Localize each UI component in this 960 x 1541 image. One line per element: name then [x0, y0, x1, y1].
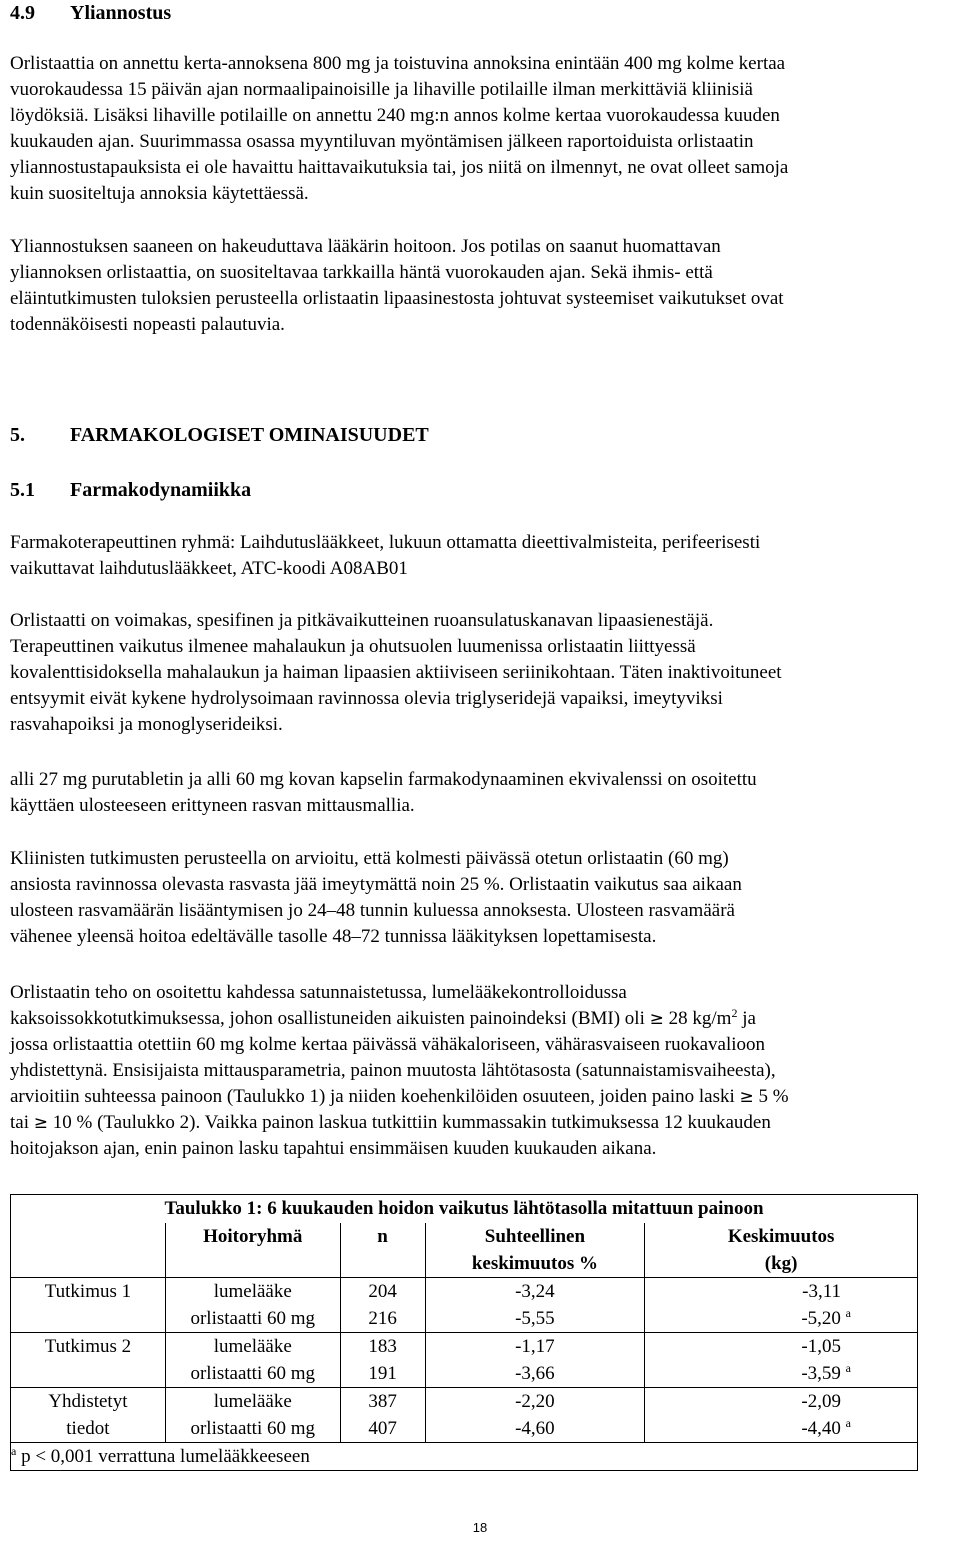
- cell-text: [11, 1360, 165, 1387]
- table-title: Taulukko 1: 6 kuukauden hoidon vaikutus lähtötasolla mitattuun painoon: [11, 1195, 918, 1224]
- page-number: 18: [472, 1520, 488, 1535]
- table-cell-group: [165, 1388, 340, 1443]
- cell-text: -5,55: [515, 1308, 555, 1329]
- text-segment: ja: [737, 1008, 756, 1029]
- table-header-empty: [11, 1223, 166, 1278]
- table-cell-study: [11, 1278, 166, 1333]
- greater-equal-symbol: ≥: [739, 1087, 754, 1107]
- section-title: Farmakodynamiikka: [70, 479, 252, 501]
- table-title-row: [11, 1195, 918, 1224]
- cell-text: Tutkimus 2: [44, 1336, 132, 1357]
- superscript: a: [845, 1416, 851, 1430]
- table-1: [10, 1194, 918, 1471]
- table-row: [11, 1333, 918, 1388]
- cell-text: -3,59: [801, 1363, 841, 1384]
- cell-text: -1,17: [515, 1336, 555, 1357]
- cell-text: tiedot: [66, 1418, 110, 1439]
- cell-text: 191: [368, 1363, 397, 1384]
- table-cell-relative: [425, 1333, 645, 1388]
- text-line: Yliannostuksen saaneen on hakeuduttava lääkärin hoitoon. Jos potilas on saanut huomattavan: [10, 236, 721, 257]
- text-line: jossa orlistaattia otettiin 60 mg kolme kertaa päivässä vähäkaloriseen, vähärasvaiseen ruokavalioon: [10, 1034, 765, 1055]
- cell-text: 407: [368, 1418, 397, 1439]
- text-line: eläintutkimusten tuloksien perusteella orlistaatin lipaasinestosta johtuvat systeemiset vaikutukset ovat: [10, 288, 784, 309]
- cell-text: -3,66: [515, 1363, 555, 1384]
- table-cell-mean: [645, 1333, 918, 1388]
- paragraph-efficacy: [10, 980, 789, 1162]
- cell-text: -5,20: [801, 1308, 841, 1329]
- table-header-row: [11, 1223, 918, 1278]
- text-segment: 10 % (Taulukko 2). Vaikka painon laskua tutkittiin kummassakin tutkimuksessa 12 kuukauden: [52, 1112, 771, 1133]
- paragraph-pharmacotherapeutic-group: [10, 530, 760, 582]
- cell-text: -4,40: [801, 1418, 841, 1439]
- text-line: yliannostustapauksista ei ole havaittu haittavaikutuksia tai, jos niitä on ilmennyt, ne ovat olleet samoja: [10, 157, 789, 178]
- cell-text: 204: [368, 1281, 397, 1302]
- text-line: vaikuttavat laihdutuslääkkeet, ATC-koodi A08AB01: [10, 558, 408, 579]
- section-title: Yliannostus: [70, 2, 172, 24]
- paragraph-mechanism: [10, 608, 782, 738]
- superscript: a: [845, 1306, 851, 1320]
- table-header-group: [165, 1223, 340, 1278]
- section-number: 5.1: [10, 479, 35, 501]
- superscript: a: [11, 1444, 17, 1458]
- header-text: Suhteellinen: [484, 1226, 586, 1247]
- text-line: Kliinisten tutkimusten perusteella on arvioitu, että kolmesti päivässä otetun orlistaatin (60 mg): [10, 848, 729, 869]
- text-line: vuorokaudessa 15 päivän ajan normaalipainoisille ja lihaville potilaille ilman merkittäviä kliinisiä: [10, 79, 753, 100]
- table-cell-n: [340, 1333, 425, 1388]
- text-line: hoitojakson ajan, enin painon lasku tapahtui ensimmäisen kuuden kuukauden aikana.: [10, 1138, 657, 1159]
- text-line: entsyymit eivät kykene hydrolysoimaan ravinnossa olevia triglyseridejä vapaiksi, imeytyviksi: [10, 688, 723, 709]
- header-text: keskimuutos %: [471, 1253, 598, 1274]
- footnote-line: [11, 1443, 917, 1470]
- section-number: 5.: [10, 424, 25, 446]
- section-heading-5: [10, 422, 429, 448]
- text-line: käyttäen ulosteeseen erittyneen rasvan mittausmallia.: [10, 795, 415, 816]
- table-cell-mean: [645, 1388, 918, 1443]
- superscript: a: [845, 1361, 851, 1375]
- section-number: 4.9: [10, 2, 35, 24]
- text-line: rasvahapoiksi ja monoglyserideiksi.: [10, 714, 283, 735]
- text-segment: tai: [10, 1112, 29, 1133]
- cell-text: 387: [368, 1391, 397, 1412]
- section-title: FARMAKOLOGISET OMINAISUUDET: [70, 424, 429, 446]
- cell-text-with-sup: [645, 1360, 851, 1387]
- cell-text: -2,09: [801, 1391, 841, 1412]
- text-line: alli 27 mg purutabletin ja alli 60 mg kovan kapselin farmakodynaaminen ekvivalenssi on osoitettu: [10, 769, 757, 790]
- text-line: ulosteen rasvamäärän lisääntymisen jo 24–48 tunnin kuluessa annoksesta. Ulosteen rasvamäärä: [10, 900, 735, 921]
- text-segment: arvioitiin suhteessa painoon (Taulukko 1) ja niiden koehenkilöiden osuuteen, joiden paino laski: [10, 1086, 735, 1107]
- cell-text: Yhdistetyt: [48, 1391, 128, 1412]
- text-line: Orlistaatti on voimakas, spesifinen ja pitkävaikutteinen ruoansulatuskanavan lipaasienestäjä.: [10, 610, 714, 631]
- cell-text-with-sup: [645, 1415, 851, 1442]
- header-text: Keskimuutos: [727, 1226, 835, 1247]
- cell-text: lumelääke: [213, 1281, 292, 1302]
- cell-text: 183: [368, 1336, 397, 1357]
- cell-text: -3,24: [515, 1281, 555, 1302]
- table-row: [11, 1278, 918, 1333]
- table-footnote: [11, 1443, 918, 1471]
- text-line: yhdistettynä. Ensisijaista mittausparametria, painon muutosta lähtötasosta (satunnaistamisvaiheesta),: [10, 1060, 776, 1081]
- text-line: [10, 1006, 789, 1032]
- text-line: Orlistaattia on annettu kerta-annoksena 800 mg ja toistuvina annoksina enintään 400 mg kolme kertaa: [10, 53, 786, 74]
- text-line: todennäköisesti nopeasti palautuvia.: [10, 314, 285, 335]
- table-header-n: [340, 1223, 425, 1278]
- cell-text: Tutkimus 1: [44, 1281, 132, 1302]
- header-text: (kg): [764, 1253, 798, 1274]
- table-cell-mean: [645, 1278, 918, 1333]
- table-cell-relative: [425, 1278, 645, 1333]
- superscript: 2: [731, 1006, 738, 1020]
- cell-text: [11, 1305, 165, 1332]
- cell-text-with-sup: [645, 1305, 851, 1332]
- cell-text: lumelääke: [213, 1391, 292, 1412]
- table-cell-group: [165, 1278, 340, 1333]
- paragraph-clinical-studies: [10, 846, 742, 950]
- cell-text: -3,11: [802, 1281, 841, 1302]
- text-line: löydöksiä. Lisäksi lihaville potilaille on annettu 240 mg:n annos kolme kertaa vuorokaudessa kuuden: [10, 105, 780, 126]
- text-line: kuin suositeltuja annoksia käytettäessä.: [10, 183, 309, 204]
- section-heading-4-9: [10, 0, 171, 26]
- table-header-relative-change: [425, 1223, 645, 1278]
- text-segment: kaksoissokkotutkimuksessa, johon osallistuneiden aikuisten painoindeksi (BMI) oli: [10, 1008, 645, 1029]
- cell-text: orlistaatti 60 mg: [190, 1308, 316, 1329]
- table-cell-relative: [425, 1388, 645, 1443]
- paragraph-overdose-2: [10, 234, 784, 338]
- text-line: vähenee yleensä hoitoa edeltävälle tasolle 48–72 tunnissa lääkityksen lopettamisesta.: [10, 926, 657, 947]
- section-heading-5-1: [10, 477, 251, 503]
- greater-equal-symbol: ≥: [649, 1009, 664, 1029]
- text-segment: 5 %: [758, 1086, 789, 1107]
- text-line: kovalenttisidoksella mahalaukun ja haiman lipaasien aktiiviseen seriinikohtaan. Täten inaktivoituneet: [10, 662, 782, 683]
- table-row: [11, 1388, 918, 1443]
- table-cell-study: [11, 1333, 166, 1388]
- cell-text: orlistaatti 60 mg: [190, 1363, 316, 1384]
- text-line: Farmakoterapeuttinen ryhmä: Laihdutuslääkkeet, lukuun ottamatta dieettivalmisteita, perifeerisesti: [10, 532, 761, 553]
- table-header-mean-change: [645, 1223, 918, 1278]
- greater-equal-symbol: ≥: [33, 1113, 48, 1133]
- paragraph-overdose-1: [10, 51, 788, 207]
- text-line: yliannoksen orlistaattia, on suositeltavaa tarkkailla häntä vuorokauden ajan. Sekä ihmis- että: [10, 262, 713, 283]
- text-line: ansiosta ravinnossa olevasta rasvasta jää imeytymättä noin 25 %. Orlistaatin vaikutus saa aikaan: [10, 874, 742, 895]
- table-cell-n: [340, 1388, 425, 1443]
- cell-text: -2,20: [515, 1391, 555, 1412]
- cell-text: -4,60: [515, 1418, 555, 1439]
- text-line: Orlistaatin teho on osoitettu kahdessa satunnaistetussa, lumelääkekontrolloidussa: [10, 982, 627, 1003]
- text-line: [10, 1084, 789, 1110]
- cell-text: lumelääke: [213, 1336, 292, 1357]
- table-footnote-row: [11, 1443, 918, 1471]
- table-cell-n: [340, 1278, 425, 1333]
- text-line: kuukauden ajan. Suurimmassa osassa myyntiluvan myöntämisen jälkeen raportoiduista orlistaatin: [10, 131, 754, 152]
- cell-text: 216: [368, 1308, 397, 1329]
- header-text: Hoitoryhmä: [203, 1226, 303, 1247]
- cell-text: -1,05: [801, 1336, 841, 1357]
- paragraph-equivalence: [10, 767, 757, 819]
- text-line: Terapeuttinen vaikutus ilmenee mahalaukun ja ohutsuolen luumenissa orlistaatin liittyessä: [10, 636, 696, 657]
- text-line: [10, 1110, 789, 1136]
- cell-text: orlistaatti 60 mg: [190, 1418, 316, 1439]
- footnote-text: p < 0,001 verrattuna lumelääkkeeseen: [16, 1446, 310, 1467]
- table-cell-group: [165, 1333, 340, 1388]
- header-text: n: [377, 1226, 388, 1247]
- table-cell-study: [11, 1388, 166, 1443]
- text-segment: 28 kg/m: [668, 1008, 732, 1029]
